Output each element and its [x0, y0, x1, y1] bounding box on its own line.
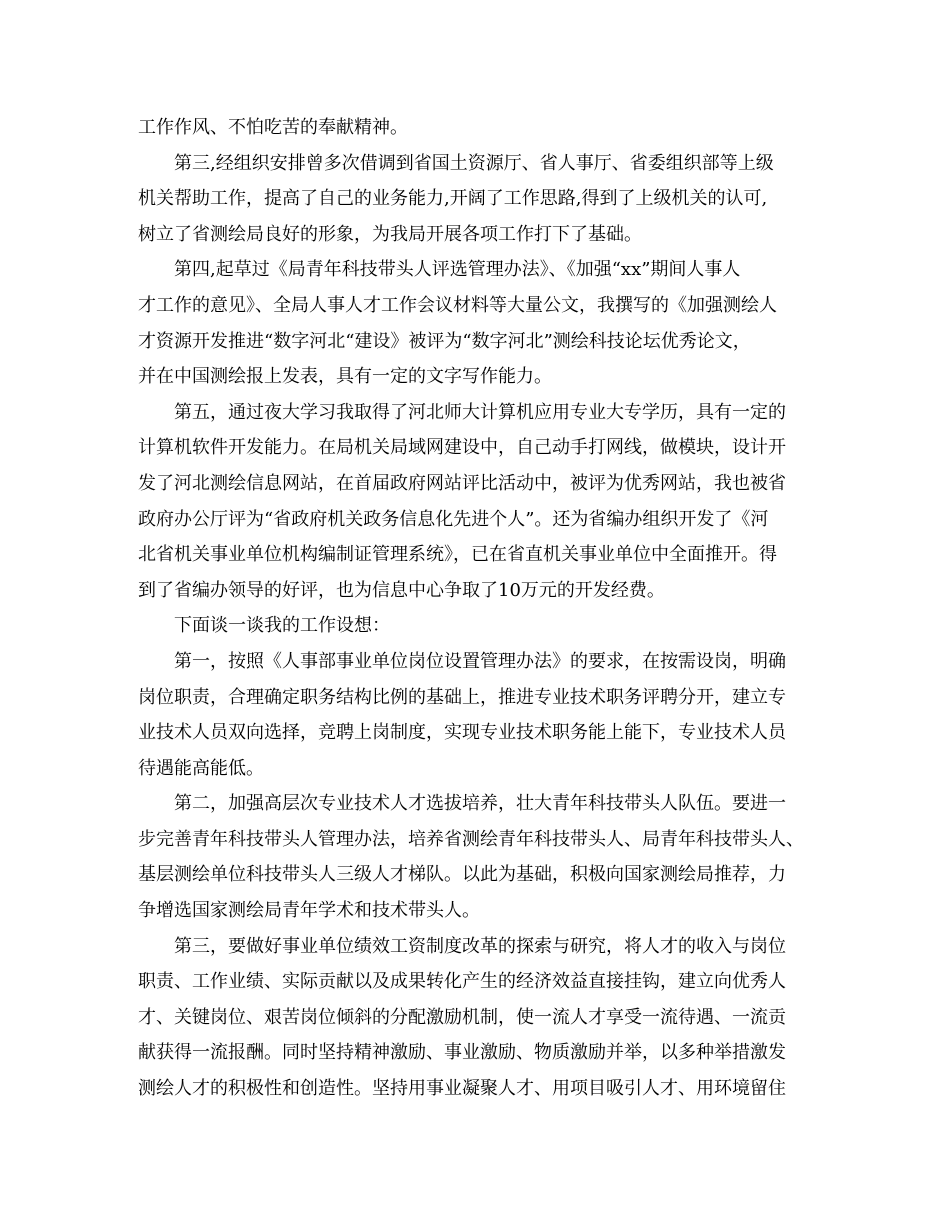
text-line: 业技术人员双向选择，竞聘上岗制度，实现专业技术职务能上能下，专业技术人员	[138, 722, 786, 744]
text-line: 步完善青年科技带头人管理办法，培养省测绘青年科技带头人、局青年科技带头人、	[138, 828, 804, 850]
text-line: 才、关键岗位、艰苦岗位倾斜的分配激励机制，使一流人才享受一流待遇、一流贡	[138, 1006, 786, 1028]
paragraph-fourth-experience: 第四,起草过《局青年科技带头人评选管理办法》、《加强“xx”期间人事人	[174, 259, 741, 281]
text-line: 政府办公厅评为“省政府机关政务信息化先进个人”。还为省编办组织开发了《河	[138, 508, 769, 530]
text-line: 机关帮助工作，提高了自己的业务能力,开阔了工作思路,得到了上级机关的认可,	[138, 188, 768, 210]
text-line: 基层测绘单位科技带头人三级人才梯队。以此为基础，积极向国家测绘局推荐，力	[138, 864, 786, 886]
text-line: 树立了省测绘局良好的形象，为我局开展各项工作打下了基础。	[138, 223, 642, 245]
paragraph-plan-first: 第一，按照《人事部事业单位岗位设置管理办法》的要求，在按需设岗，明确	[174, 650, 786, 672]
text-line: 献获得一流报酬。同时坚持精神激励、事业激励、物质激励并举，以多种举措激发	[138, 1042, 786, 1064]
text-line: 才资源开发推进“数字河北“建设》被评为“数字河北”测绘科技论坛优秀论文，	[138, 330, 751, 352]
text-line: 职责、工作业绩、实际贡献以及成果转化产生的经济效益直接挂钩，建立向优秀人	[138, 971, 786, 993]
text-line: 到了省编办领导的好评，也为信息中心争取了10万元的开发经费。	[138, 579, 665, 601]
text-line: 争增选国家测绘局青年学术和技术带头人。	[138, 900, 480, 922]
paragraph-fifth-experience: 第五，通过夜大学习我取得了河北师大计算机应用专业大专学历，具有一定的	[174, 401, 786, 423]
text-line: 发了河北测绘信息网站，在首届政府网站评比活动中，被评为优秀网站，我也被省	[138, 472, 786, 494]
text-line: 计算机软件开发能力。在局机关局域网建设中，自己动手打网线，做模块，设计开	[138, 437, 786, 459]
text-line: 测绘人才的积极性和创造性。坚持用事业凝聚人才、用项目吸引人才、用环境留住	[138, 1078, 786, 1100]
text-line: 待遇能高能低。	[138, 757, 264, 779]
text-line: 岗位职责，合理确定职务结构比例的基础上，推进专业技术职务评聘分开，建立专	[138, 686, 786, 708]
paragraph-plan-second: 第二，加强高层次专业技术人才选拔培养，壮大青年科技带头人队伍。要进一	[174, 793, 786, 815]
text-line: 北省机关事业单位机构编制证管理系统》，已在省直机关事业单位中全面推开。得	[138, 544, 777, 566]
paragraph-third-experience: 第三,经组织安排曾多次借调到省国土资源厅、省人事厅、省委组织部等上级	[174, 152, 774, 174]
text-line: 并在中国测绘报上发表，具有一定的文字写作能力。	[138, 366, 552, 388]
paragraph-plan-third: 第三，要做好事业单位绩效工资制度改革的探索与研究，将人才的收入与岗位	[174, 935, 786, 957]
paragraph-work-plan-intro: 下面谈一谈我的工作设想：	[174, 615, 390, 637]
document-body	[138, 110, 814, 1107]
text-line: 工作作风、不怕吃苦的奉献精神。	[138, 117, 408, 138]
text-line: 才工作的意见》、全局人事人才工作会议材料等大量公文，我撰写的《加强测绘人	[138, 294, 777, 316]
